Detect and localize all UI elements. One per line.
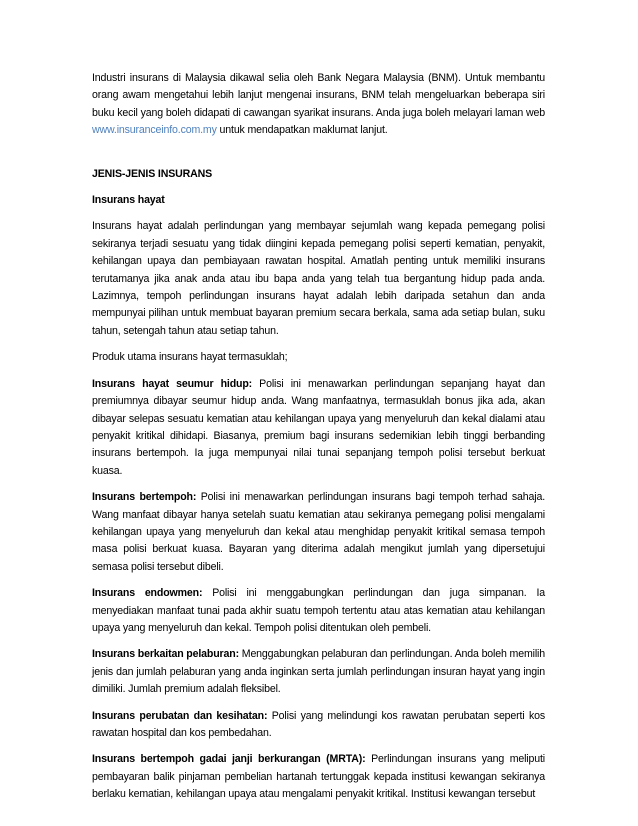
product-endowment [92,585,545,637]
product-desc: Polisi ini menawarkan perlindungan insurans bagi tempoh terhad sahaja. Wang manfaat dibayar hanya setelah suatu kematian atau sekiranya pemegang polisi mengalami kehilangan upaya yang menyeluruh dan kekal atau menghidap penyakit kritikal semasa tempoh masa polisi berkuat kuasa. Bayaran yang diterima adalah mengikut jumlah yang dipersetujui semasa polisi tersebut dibeli. [92,491,545,573]
product-desc: Menggabungkan pelaburan dan perlindungan. Anda boleh memilih jenis dan jumlah pelaburan yang anda inginkan serta jumlah perlindungan insuran hayat yang ingin dimiliki. Jumlah premium adalah fleksibel. [92,648,545,696]
product-term: Insurans endowmen: [92,587,203,600]
product-term: Insurans bertempoh gadai janji berkurangan (MRTA): [92,753,366,766]
product-whole-life [92,376,545,480]
product-desc: Perlindungan insurans yang meliputi pembayaran balik pinjaman pembelian hartanah tertunggak kepada institusi kewangan sekiranya berlaku kematian, kehilangan upaya atau mengalami penyakit kritikal. Institusi kewangan tersebut [92,753,545,801]
product-desc: Polisi ini menggabungkan perlindungan dan juga simpanan. Ia menyediakan manfaat tunai pada akhir suatu tempoh tertentu atau atas kematian atau kehilangan upaya yang menyeluruh dan kekal. Tempoh polisi ditentukan oleh pembeli. [92,587,545,634]
section-heading: JENIS-JENIS INSURANS [92,167,213,180]
product-term: Insurans berkaitan pelaburan: [92,648,239,661]
intro-paragraph: Industri insurans di Malaysia dikawal selia oleh Bank Negara Malaysia (BNM). Untuk membantu orang awam mengetahui lebih lanjut mengenai insurans, BNM telah mengeluarkan beberapa siri buku kecil yang boleh didapati di cawangan syarikat insurans. Anda juga boleh melayari laman web www.insuranceinfo.com.my untuk mendapatkan maklumat lanjut. [92,72,545,137]
product-term: Insurans hayat seumur hidup: [92,377,253,390]
product-term-insurance [92,489,545,576]
document-page [92,70,545,813]
life-insurance-paragraph: Insurans hayat adalah perlindungan yang membayar sejumlah wang kepada pemegang polisi sekiranya terjadi sesuatu yang tidak diingini kepada pemegang polisi seperti kematian, penyakit, kehilangan upaya dan pembiayaan rawatan hospital. Amatlah penting untuk memiliki insurans terutamanya jika anak anda atau ibu bapa anda yang telah tua bergantung hidup pada anda. Lazimnya, tempoh perlindungan insurans hayat adalah lebih daripada setahun dan anda mempunyai pilihan untuk membuat bayaran premium secara berkala, sama ada setiap bulan, suku tahun, setengah tahun atau setiap tahun. [92,220,545,337]
product-term: Insurans perubatan dan kesihatan: [92,709,268,722]
product-desc: Polisi yang melindungi kos rawatan perubatan seperti kos rawatan hospital dan kos pembedahan. [92,709,545,739]
insuranceinfo-link[interactable]: www.insuranceinfo.com.my [92,124,217,137]
product-desc: Polisi ini menawarkan perlindungan sepanjang hayat dan premiumnya dibayar seumur hidup anda. Wang manfaatnya, termasuklah bonus jika ada, akan dibayar selepas sesuatu kematian atau kehilangan upaya yang menyeluruh dan kekal dialami atau penyakit kritikal dihidapi. Biasanya, premium bagi insurans sedemikian lebih tinggi berbanding insurans bertempoh. Ia juga mempunyai nilai tunai sepanjang tempoh polisi tersebut berkuat kuasa. [92,377,545,477]
product-mrta [92,751,545,803]
subheading-life-insurance: Insurans hayat [92,194,165,207]
product-term: Insurans bertempoh: [92,491,197,504]
product-investment-linked [92,646,545,698]
products-intro: Produk utama insurans hayat termasuklah; [92,351,288,364]
product-medical-health [92,708,545,743]
